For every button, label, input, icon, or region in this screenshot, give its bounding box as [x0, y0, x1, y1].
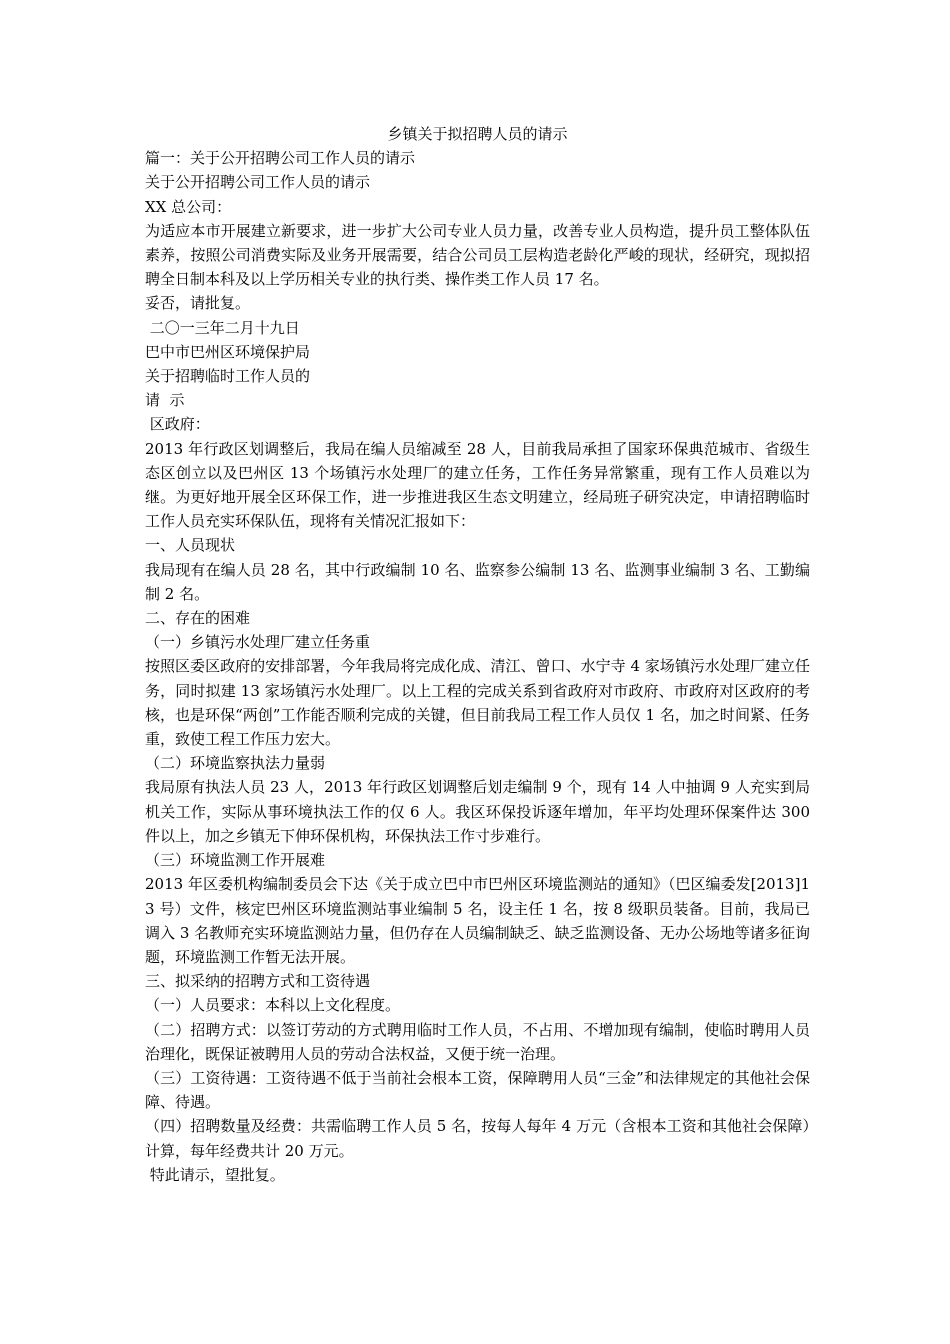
paragraph-20: 2013 年区委机构编制委员会下达《关于成立巴中市巴州区环境监测站的通知》（巴区编委发[2013]13 号）文件，核定巴州区环境监测站事业编制 5 名，设主任 1 名，按 8 级职员装备。目前，我局已调入 3 名教师充实环境监测站力量，但仍存在人员编制缺乏、缺乏监测设备、无办公场地等诸多征询题，环境监测工作暂无法开展。 — [145, 875, 810, 966]
paragraph-14: 二、存在的困难 — [145, 609, 251, 628]
paragraph-1: 篇一：关于公开招聘公司工作人员的请示 — [145, 149, 416, 168]
paragraph-12: 一、人员现状 — [145, 536, 236, 555]
paragraph-11: 2013 年行政区划调整后，我局在编人员缩减至 28 人，目前我局承担了国家环保典范城市、省级生态区创立以及巴州区 13 个场镇污水处理厂的建立任务，工作任务异常繁重，现有工作人员难以为继。为更好地开展全区环保工作，进一步推进我区生态文明建立，经局班子研究决定，申请招聘临时工作人员充实环保队伍，现将有关情况汇报如下： — [145, 439, 810, 531]
paragraph-13: 我局现有在编人员 28 名，其中行政编制 10 名、监察参公编制 13 名、监测事业编制 3 名、工勤编制 2 名。 — [145, 560, 810, 603]
document-title: 乡镇关于拟招聘人员的请示 — [387, 125, 568, 143]
paragraph-6: 二〇一三年二月十九日 — [145, 318, 300, 337]
paragraph-3: XX 总公司： — [145, 197, 232, 216]
paragraph-2: 关于公开招聘公司工作人员的请示 — [145, 173, 371, 192]
paragraph-25: （四）招聘数量及经费：共需临聘工作人员 5 名，按每人每年 4 万元（含根本工资和其他社会保障）计算，每年经费共计 20 万元。 — [145, 1117, 810, 1160]
paragraph-23: （二）招聘方式：以签订劳动的方式聘用临时工作人员，不占用、不增加现有编制，使临时聘用人员治理化，既保证被聘用人员的劳动合法权益，又便于统一治理。 — [145, 1020, 810, 1063]
paragraph-21: 三、拟采纳的招聘方式和工资待遇 — [145, 972, 371, 991]
paragraph-7: 巴中市巴州区环境保护局 — [145, 342, 311, 361]
paragraph-15: （一）乡镇污水处理厂建立任务重 — [145, 633, 371, 652]
paragraph-5: 妥否，请批复。 — [145, 294, 251, 313]
paragraph-16: 按照区委区政府的安排部署，今年我局将完成化成、清江、曾口、水宁寺 4 家场镇污水处理厂建立任务，同时拟建 13 家场镇污水处理厂。以上工程的完成关系到省政府对市政府、市政府对区政府的考核，也是环保“两创”工作能否顺利完成的关键，但目前我局工程工作人员仅 1 名，加之时间紧、任务重，致使工程工作压力宏大。 — [145, 657, 810, 749]
paragraph-18: 我局原有执法人员 23 人，2013 年行政区划调整后划走编制 9 个，现有 14 人中抽调 9 人充实到局机关工作，实际从事环境执法工作的仅 6 人。我区环保投诉逐年增加，年平均处理环保案件达 300 件以上，加之乡镇无下伸环保机构，环保执法工作寸步难行。 — [145, 778, 815, 845]
paragraph-22: （一）人员要求：本科以上文化程度。 — [145, 996, 401, 1015]
paragraph-24: （三）工资待遇：工资待遇不低于当前社会根本工资，保障聘用人员“三金”和法律规定的其他社会保障、待遇。 — [145, 1068, 810, 1112]
document-body — [145, 122, 815, 1187]
paragraph-9: 请 示 — [145, 391, 185, 410]
paragraph-10: 区政府： — [145, 415, 210, 434]
paragraph-26: 特此请示，望批复。 — [145, 1165, 285, 1184]
paragraph-8: 关于招聘临时工作人员的 — [145, 367, 311, 386]
paragraph-4: 为适应本市开展建立新要求，进一步扩大公司专业人员力量，改善专业人员构造，提升员工整体队伍素养，按照公司消费实际及业务开展需要，结合公司员工层构造老龄化严峻的现状，经研究，现拟招聘全日制本科及以上学历相关专业的执行类、操作类工作人员 17 名。 — [145, 221, 810, 289]
paragraph-19: （三）环境监测工作开展难 — [145, 851, 326, 870]
paragraph-17: （二）环境监察执法力量弱 — [145, 754, 326, 773]
